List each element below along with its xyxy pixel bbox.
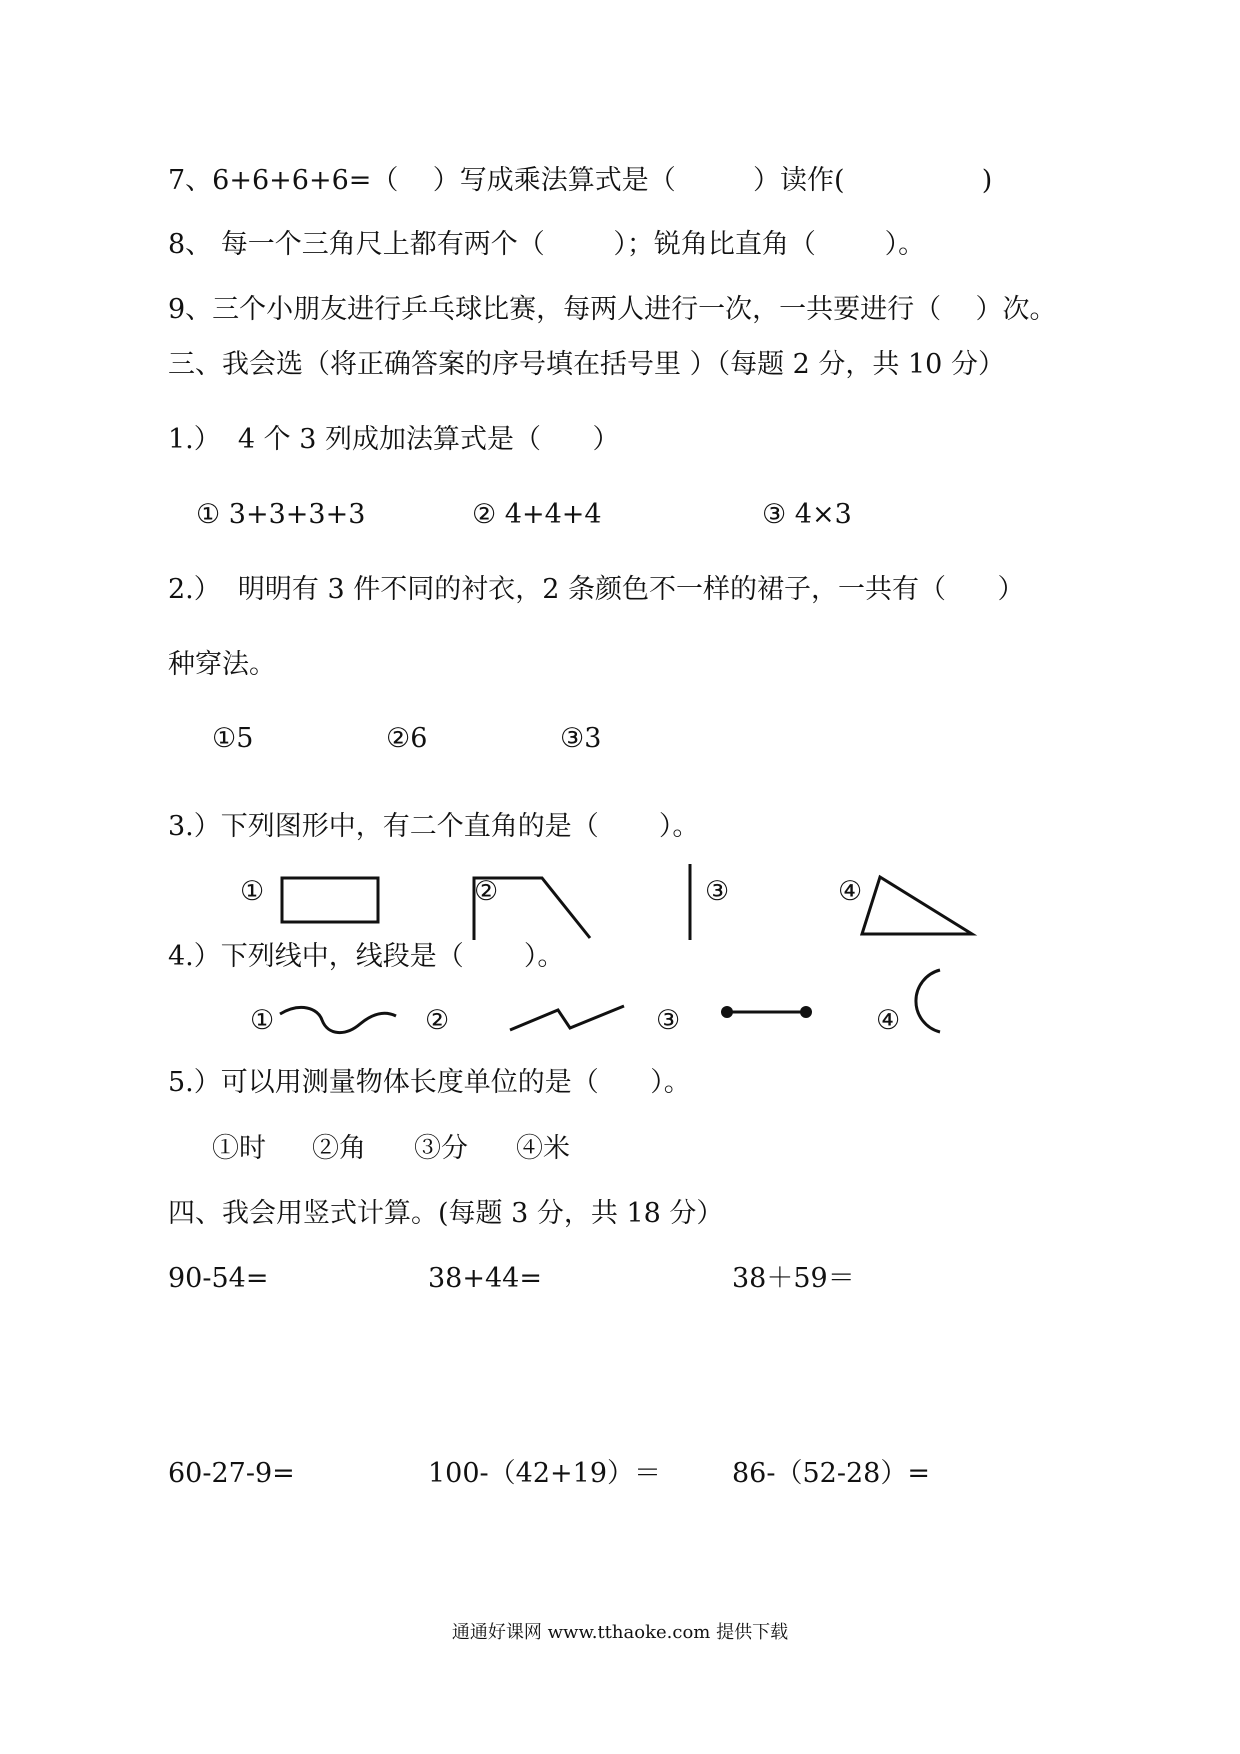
mc-question-5: 5.）可以用测量物体长度单位的是（ ）。 <box>168 1067 691 1098</box>
mc3-marker-4: ④ <box>838 876 863 907</box>
mc4-marker-4: ④ <box>876 1005 901 1036</box>
mc3-marker-1: ① <box>240 876 265 907</box>
calc-1: 90-54= <box>168 1263 269 1294</box>
mc-question-2-cont: 种穿法。 <box>168 649 276 680</box>
mc2-option-3: ③3 <box>560 723 602 754</box>
mc1-option-2: ② 4+4+4 <box>472 499 602 530</box>
calc-4: 60-27-9= <box>168 1458 295 1489</box>
rectangle-shape <box>282 878 378 922</box>
curve-line <box>280 1007 396 1032</box>
segment-endpoint-left <box>721 1006 733 1018</box>
mc-question-1: 1.） 4 个 3 列成加法算式是（ ） <box>168 424 620 455</box>
section-4-title: 四、我会用竖式计算。(每题 3 分，共 18 分） <box>168 1198 724 1229</box>
calc-6: 86-（52-28）= <box>732 1458 930 1489</box>
mc1-option-1: ① 3+3+3+3 <box>196 499 366 530</box>
calc-3: 38＋59＝ <box>732 1263 855 1294</box>
question-9: 9、三个小朋友进行乒乓球比赛，每两人进行一次，一共要进行（ ）次。 <box>168 294 1057 325</box>
question-7: 7、6+6+6+6=（ ）写成乘法算式是（ ）读作( ) <box>168 165 993 196</box>
mc-question-3: 3.）下列图形中，有二个直角的是（ ）。 <box>168 811 700 842</box>
calc-2: 38+44= <box>428 1263 542 1294</box>
mc5-option-4: ④米 <box>516 1133 570 1164</box>
footer-credit: 通通好课网 www.tthaoke.com 提供下载 <box>451 1622 789 1643</box>
mc3-marker-2: ② <box>474 876 499 907</box>
question-8: 8、 每一个三角尺上都有两个（ ）；锐角比直角（ ）。 <box>168 229 926 260</box>
calc-5: 100-（42+19）＝ <box>428 1458 661 1489</box>
mc2-option-1: ①5 <box>212 723 254 754</box>
section-3-title: 三、我会选（将正确答案的序号填在括号里 ）（每题 2 分，共 10 分） <box>168 349 1005 380</box>
mc3-marker-3: ③ <box>705 876 730 907</box>
zigzag-line <box>510 1006 624 1030</box>
mc4-marker-2: ② <box>425 1005 450 1036</box>
arc-line <box>916 970 940 1032</box>
mc5-option-3: ③分 <box>414 1133 468 1164</box>
mc5-option-1: ①时 <box>212 1133 266 1164</box>
triangle-shape <box>862 877 972 934</box>
mc4-marker-3: ③ <box>656 1005 681 1036</box>
mc2-option-2: ②6 <box>386 723 428 754</box>
mc-question-2: 2.） 明明有 3 件不同的衬衣，2 条颜色不一样的裙子，一共有（ ） <box>168 574 1025 605</box>
mc1-option-3: ③ 4×3 <box>762 499 852 530</box>
mc4-marker-1: ① <box>250 1005 275 1036</box>
mc-question-4: 4.）下列线中，线段是（ ）。 <box>168 941 565 972</box>
segment-endpoint-right <box>800 1006 812 1018</box>
mc5-option-2: ②角 <box>312 1133 366 1164</box>
